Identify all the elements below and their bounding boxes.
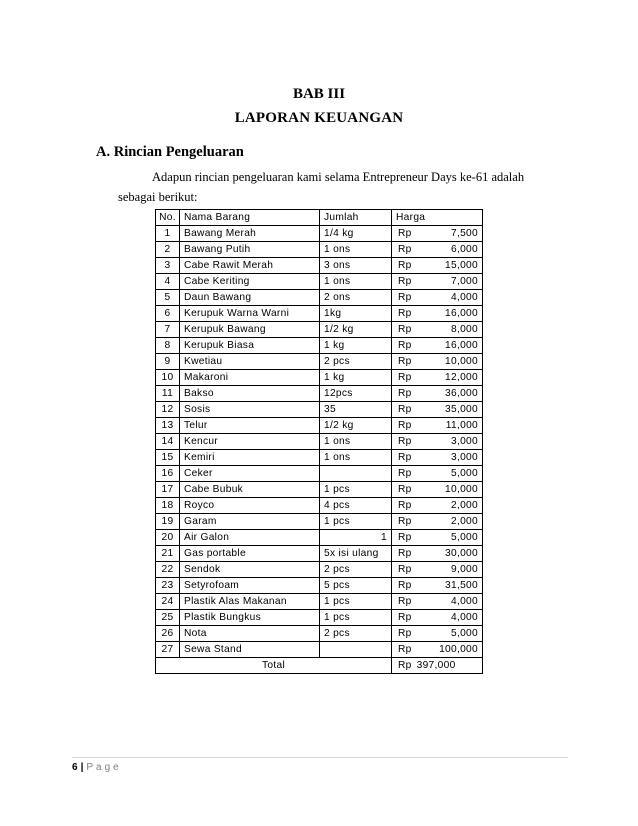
- currency-label: Rp: [398, 516, 412, 527]
- item-name: Air Galon: [180, 530, 320, 546]
- item-price-cell: [392, 258, 483, 274]
- item-quantity: 1 pcs: [320, 514, 392, 530]
- item-price-cell: [392, 514, 483, 530]
- item-name: Kerupuk Bawang: [180, 322, 320, 338]
- item-price-cell: [392, 546, 483, 562]
- currency-label: Rp: [398, 468, 412, 479]
- item-quantity: [320, 466, 392, 482]
- item-price: 4,000: [451, 612, 478, 623]
- currency-label: Rp: [398, 228, 412, 239]
- item-quantity: 1 ons: [320, 242, 392, 258]
- item-quantity: 1/2 kg: [320, 418, 392, 434]
- item-price: 30,000: [445, 548, 478, 559]
- item-quantity: 3 ons: [320, 258, 392, 274]
- item-name: Cabe Keriting: [180, 274, 320, 290]
- row-number: 12: [156, 402, 180, 418]
- page-number: 6: [72, 762, 78, 773]
- item-price-cell: [392, 562, 483, 578]
- table-row: [156, 434, 483, 450]
- table-row: [156, 546, 483, 562]
- table-row: [156, 306, 483, 322]
- currency-label: Rp: [398, 372, 412, 383]
- currency-label: Rp: [398, 596, 412, 607]
- table-row: [156, 402, 483, 418]
- row-number: 25: [156, 610, 180, 626]
- item-price: 9,000: [451, 564, 478, 575]
- item-name: Sosis: [180, 402, 320, 418]
- table-row: [156, 370, 483, 386]
- item-quantity: 1 pcs: [320, 610, 392, 626]
- page-footer: [72, 762, 122, 773]
- item-price-cell: [392, 450, 483, 466]
- item-name: Royco: [180, 498, 320, 514]
- item-quantity: 12pcs: [320, 386, 392, 402]
- item-name: Bakso: [180, 386, 320, 402]
- intro-paragraph-line-2: sebagai berikut:: [118, 190, 198, 204]
- currency-label: Rp: [398, 436, 412, 447]
- currency-label: Rp: [398, 500, 412, 511]
- currency-label: Rp: [398, 340, 412, 351]
- currency-label: Rp: [398, 420, 412, 431]
- currency-label: Rp: [398, 452, 412, 463]
- row-number: 19: [156, 514, 180, 530]
- item-price-cell: [392, 306, 483, 322]
- expense-table: [155, 209, 483, 674]
- item-price: 11,000: [445, 420, 478, 431]
- item-name: Telur: [180, 418, 320, 434]
- item-price: 16,000: [445, 308, 478, 319]
- row-number: 4: [156, 274, 180, 290]
- table-row: [156, 242, 483, 258]
- header-name: Nama Barang: [180, 210, 320, 226]
- row-number: 18: [156, 498, 180, 514]
- row-number: 2: [156, 242, 180, 258]
- row-number: 11: [156, 386, 180, 402]
- item-price: 5,000: [451, 532, 478, 543]
- row-number: 7: [156, 322, 180, 338]
- item-price: 3,000: [451, 436, 478, 447]
- item-quantity: 35: [320, 402, 392, 418]
- item-price: 7,500: [451, 228, 478, 239]
- row-number: 16: [156, 466, 180, 482]
- row-number: 20: [156, 530, 180, 546]
- item-price: 36,000: [445, 388, 478, 399]
- row-number: 10: [156, 370, 180, 386]
- item-name: Nota: [180, 626, 320, 642]
- item-price-cell: [392, 242, 483, 258]
- table-row: [156, 514, 483, 530]
- item-price-cell: [392, 226, 483, 242]
- item-price-cell: [392, 578, 483, 594]
- item-name: Sewa Stand: [180, 642, 320, 658]
- item-name: Kemiri: [180, 450, 320, 466]
- item-quantity: 1 kg: [320, 338, 392, 354]
- table-row: [156, 530, 483, 546]
- currency-label: Rp: [398, 612, 412, 623]
- item-price: 31,500: [445, 580, 478, 591]
- table-row: [156, 610, 483, 626]
- currency-label: Rp: [398, 308, 412, 319]
- currency-label: Rp: [398, 292, 412, 303]
- table-row: [156, 258, 483, 274]
- item-price: 12,000: [445, 372, 478, 383]
- item-name: Cabe Rawit Merah: [180, 258, 320, 274]
- header-qty: Jumlah: [320, 210, 392, 226]
- row-number: 27: [156, 642, 180, 658]
- currency-label: Rp: [398, 660, 412, 671]
- table-row: [156, 322, 483, 338]
- item-name: Plastik Alas Makanan: [180, 594, 320, 610]
- item-price-cell: [392, 594, 483, 610]
- item-name: Makaroni: [180, 370, 320, 386]
- table-row: [156, 450, 483, 466]
- item-price: 16,000: [445, 340, 478, 351]
- header-no: No.: [156, 210, 180, 226]
- row-number: 14: [156, 434, 180, 450]
- currency-label: Rp: [398, 644, 412, 655]
- item-price-cell: [392, 626, 483, 642]
- currency-label: Rp: [398, 564, 412, 575]
- item-quantity: 1/2 kg: [320, 322, 392, 338]
- item-quantity: 1 ons: [320, 274, 392, 290]
- item-price: 15,000: [445, 260, 478, 271]
- table-row: [156, 274, 483, 290]
- row-number: 3: [156, 258, 180, 274]
- item-price: 5,000: [451, 468, 478, 479]
- item-quantity: 1/4 kg: [320, 226, 392, 242]
- item-quantity: 1 kg: [320, 370, 392, 386]
- item-price: 7,000: [451, 276, 478, 287]
- item-price-cell: [392, 322, 483, 338]
- item-quantity: 5x isi ulang: [320, 546, 392, 562]
- currency-label: Rp: [398, 580, 412, 591]
- currency-label: Rp: [398, 484, 412, 495]
- total-row: [156, 658, 483, 674]
- item-price: 10,000: [445, 356, 478, 367]
- row-number: 22: [156, 562, 180, 578]
- item-quantity: [320, 642, 392, 658]
- row-number: 24: [156, 594, 180, 610]
- item-name: Kencur: [180, 434, 320, 450]
- item-quantity: 2 pcs: [320, 562, 392, 578]
- table-row: [156, 498, 483, 514]
- item-price-cell: [392, 642, 483, 658]
- row-number: 8: [156, 338, 180, 354]
- row-number: 17: [156, 482, 180, 498]
- item-name: Kerupuk Warna Warni: [180, 306, 320, 322]
- table-row: [156, 642, 483, 658]
- item-price-cell: [392, 290, 483, 306]
- item-quantity: 2 pcs: [320, 354, 392, 370]
- item-price: 10,000: [445, 484, 478, 495]
- row-number: 1: [156, 226, 180, 242]
- item-price-cell: [392, 354, 483, 370]
- table-row: [156, 594, 483, 610]
- item-name: Gas portable: [180, 546, 320, 562]
- currency-label: Rp: [398, 548, 412, 559]
- row-number: 21: [156, 546, 180, 562]
- total-label: Total: [156, 658, 392, 674]
- item-quantity: 2 pcs: [320, 626, 392, 642]
- item-price: 6,000: [451, 244, 478, 255]
- item-price-cell: [392, 466, 483, 482]
- currency-label: Rp: [398, 324, 412, 335]
- item-price-cell: [392, 434, 483, 450]
- item-price: 3,000: [451, 452, 478, 463]
- table-row: [156, 418, 483, 434]
- item-quantity: 1: [320, 530, 392, 546]
- item-price-cell: [392, 418, 483, 434]
- item-name: Kwetiau: [180, 354, 320, 370]
- table-row: [156, 354, 483, 370]
- item-price-cell: [392, 530, 483, 546]
- table-row: [156, 386, 483, 402]
- item-price: 8,000: [451, 324, 478, 335]
- item-name: Kerupuk Biasa: [180, 338, 320, 354]
- section-heading: A. Rincian Pengeluaran: [96, 144, 244, 160]
- currency-label: Rp: [398, 244, 412, 255]
- item-quantity: 1 pcs: [320, 482, 392, 498]
- chapter-title: LAPORAN KEUANGAN: [234, 110, 404, 126]
- currency-label: Rp: [398, 276, 412, 287]
- item-price: 5,000: [451, 628, 478, 639]
- row-number: 15: [156, 450, 180, 466]
- header-price: Harga: [392, 210, 483, 226]
- item-price: 100,000: [439, 644, 478, 655]
- item-quantity: 1 ons: [320, 450, 392, 466]
- item-name: Garam: [180, 514, 320, 530]
- item-price-cell: [392, 482, 483, 498]
- footer-page-label: Page: [86, 762, 122, 773]
- row-number: 23: [156, 578, 180, 594]
- item-price-cell: [392, 370, 483, 386]
- item-price: 2,000: [451, 516, 478, 527]
- footer-divider: [72, 757, 568, 758]
- item-quantity: 1 ons: [320, 434, 392, 450]
- currency-label: Rp: [398, 628, 412, 639]
- row-number: 13: [156, 418, 180, 434]
- item-price: 4,000: [451, 292, 478, 303]
- item-price-cell: [392, 386, 483, 402]
- item-name: Daun Bawang: [180, 290, 320, 306]
- item-name: Bawang Merah: [180, 226, 320, 242]
- total-price-cell: [392, 658, 483, 674]
- table-row: [156, 562, 483, 578]
- item-price: 35,000: [445, 404, 478, 415]
- table-row: [156, 338, 483, 354]
- item-name: Bawang Putih: [180, 242, 320, 258]
- intro-paragraph-line-1: Adapun rincian pengeluaran kami selama Entrepreneur Days ke-61 adalah: [152, 170, 525, 184]
- chapter-heading: BAB III: [292, 86, 346, 102]
- table-row: [156, 482, 483, 498]
- table-row: [156, 626, 483, 642]
- item-price: 2,000: [451, 500, 478, 511]
- item-price: 4,000: [451, 596, 478, 607]
- item-name: Ceker: [180, 466, 320, 482]
- item-price-cell: [392, 274, 483, 290]
- table-header-row: [156, 210, 483, 226]
- currency-label: Rp: [398, 356, 412, 367]
- item-price-cell: [392, 610, 483, 626]
- row-number: 5: [156, 290, 180, 306]
- currency-label: Rp: [398, 532, 412, 543]
- table-row: [156, 290, 483, 306]
- item-price-cell: [392, 498, 483, 514]
- row-number: 26: [156, 626, 180, 642]
- table-row: [156, 226, 483, 242]
- item-quantity: 4 pcs: [320, 498, 392, 514]
- currency-label: Rp: [398, 260, 412, 271]
- total-price: 397,000: [416, 660, 456, 671]
- item-quantity: 1kg: [320, 306, 392, 322]
- item-name: Cabe Bubuk: [180, 482, 320, 498]
- item-quantity: 1 pcs: [320, 594, 392, 610]
- footer-separator: |: [80, 762, 84, 773]
- currency-label: Rp: [398, 404, 412, 415]
- item-price-cell: [392, 402, 483, 418]
- item-name: Setyrofoam: [180, 578, 320, 594]
- table-row: [156, 578, 483, 594]
- item-price-cell: [392, 338, 483, 354]
- item-quantity: 2 ons: [320, 290, 392, 306]
- item-quantity: 5 pcs: [320, 578, 392, 594]
- table-row: [156, 466, 483, 482]
- row-number: 9: [156, 354, 180, 370]
- item-name: Plastik Bungkus: [180, 610, 320, 626]
- item-name: Sendok: [180, 562, 320, 578]
- row-number: 6: [156, 306, 180, 322]
- currency-label: Rp: [398, 388, 412, 399]
